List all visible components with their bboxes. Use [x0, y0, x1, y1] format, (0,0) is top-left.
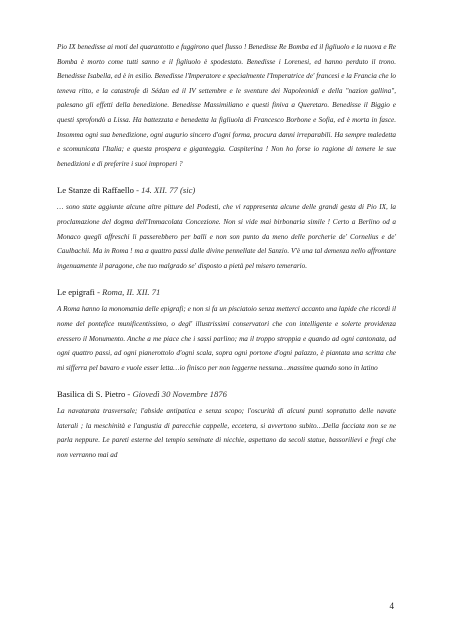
section-stanze-di-raffaello [57, 183, 396, 273]
section-title: Le epigrafi [57, 287, 95, 298]
section-paragraph: A Roma hanno la monomania delle epigrafi; e non si fa un pisciatoio senza metterci accanto una lapide che ricordi il nome del pontefice munificentissimo, o degl' illustrissimi conservatori che con intelligente e solerte providenza eressero il Monumento. Anche a me piace che i sassi parlino; ma il troppo stroppia e quando ad ogni cantonata, ad ogni quattro passi, ad ogni pianerottolo d'ogni scala, sopra ogni portone d'ogni palazzo, è piantata una scritta che mi sifferra pel bavaro e vuole esser letta…io finisco per non leggerne nessuna…massime quando sono in latino [57, 305, 396, 372]
section-date: - Roma, II. XII. 71 [94, 287, 161, 298]
section-date: - 14. XII. 77 (sic) [133, 185, 196, 196]
page-content [57, 40, 396, 463]
section-paragraph: La navatarata trasversale; l'abside antipatica e senza scopo; l'oscurità di alcuni punti sopratutto delle navate laterali ; la meschinità e l'angustia di parecchie cappelle, eccetera, si avvertono subito…Della facciata non se ne parla neppure. Le pareti esterne del tempio seminate di nicchie, aspettano da secoli statue, bassorilievi e fregi che non verranno mai ad [57, 407, 396, 460]
section-title: Basilica di S. Pietro [57, 389, 126, 400]
intro-paragraph: Pio IX benedisse ai moti del quarantotto e fuggirono quel flusso ! Benedisse Re Bomba ed il figliuolo e la nuova e Re Bomba è morto come tutti sanno e il figliuolo è spodestato. Benedisse i Lorenesi, ed hanno perduto il trono. Benedisse Isabella, ed è in esilio. Benedisse l'Imperatore e specialmente l'Imperatrice de' francesi e la Francia che lo teneva ritto, e la catastrofe di Sédan ed il IV settembre e le sventure dei Napoleonidi e della "nazion gallina", palesano gli effetti della benedizione. Benedisse Massimiliano e questi finiva a Queretaro. Benedisse il Biggio e questi sprofondò a Lissa. Ha battezzata e benedetta la figliuola di Francesco Borbone e Sofia, ed è morta in fasce. Insomma ogni sua benedizione, ogni augurio sincero d'ogni forma, procura danni irreparabili. Ha sempre maledetta e scomunicata l'Italia; e questa prospera e giganteggia. Caspiterina ! Non ho forse io ragione di temere le sue benedizioni e di preferire i suoi improperi ? [57, 43, 396, 168]
section-heading [57, 387, 396, 401]
section-heading [57, 183, 396, 197]
section-heading [57, 285, 396, 299]
page-number: 4 [389, 601, 394, 611]
section-le-epigrafi [57, 285, 396, 375]
section-paragraph: … sono state aggiunte alcune altre pitture del Podesti, che vi rappresenta alcune delle grandi gesta di Pio IX, la proclamazione del dogma dell'Immacolata Concezione. Non si vide mai birbonaria simile ! Certo a Berlino od a Monaco quegli affreschi li passerebbero per balli e non son punto da meno delle porcherie de' Cornelius e de' Caulbachii. Ma in Roma ! ma a quattro passi dalle divine pennellate del Sanzio. V'è una tal demenza nello affrontare ingenuamente il paragone, che tuo malgrado se' disposto a pietà pel misero temerario. [57, 203, 396, 270]
section-date: - Giovedì 30 Novembre 1876 [125, 389, 227, 400]
section-basilica-di-san-pietro [57, 387, 396, 462]
section-title: Le Stanze di Raffaello [57, 185, 134, 196]
